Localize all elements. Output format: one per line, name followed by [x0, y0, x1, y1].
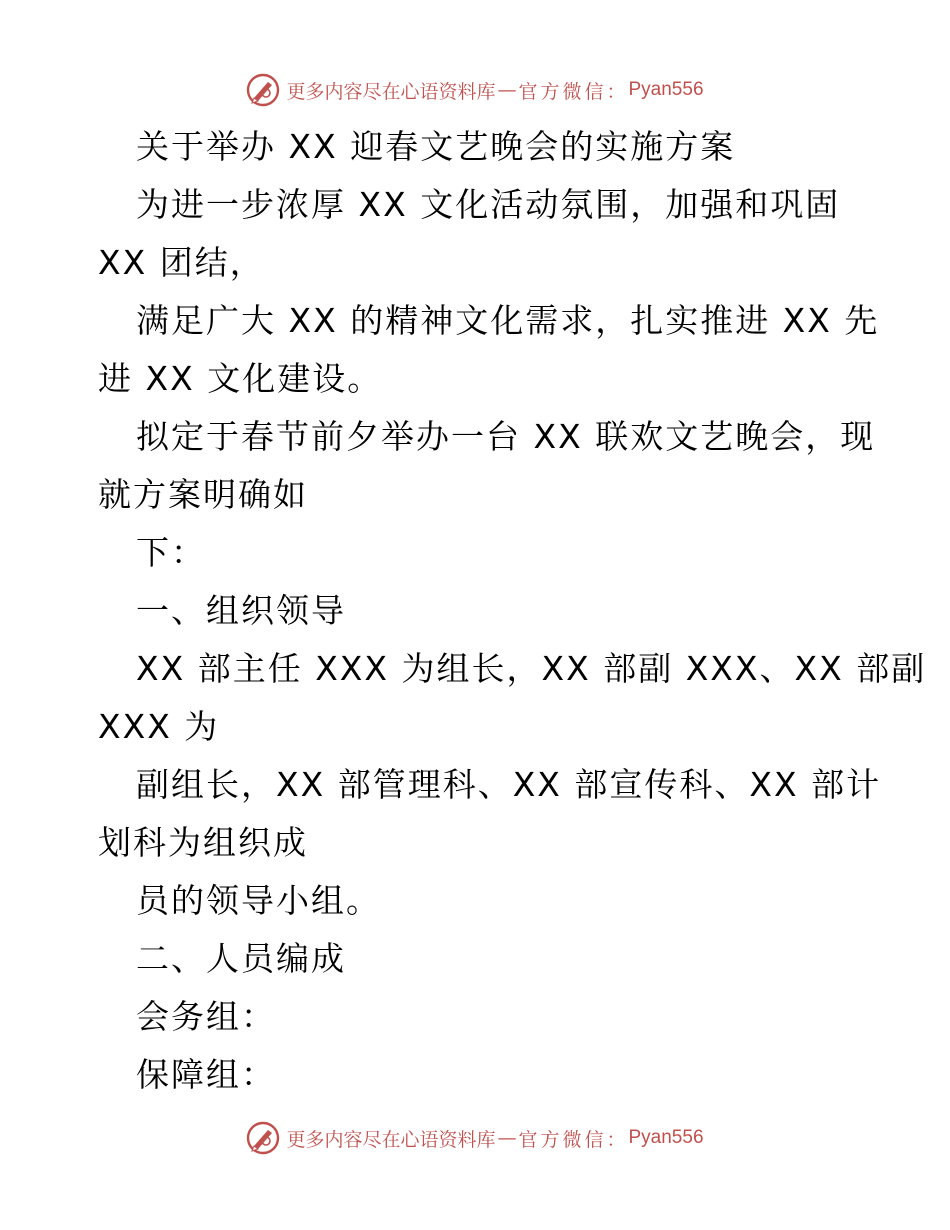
- watermark-separator: —: [497, 79, 517, 101]
- doc-line: 拟定于春节前夕举办一台 XX 联欢文艺晚会，现: [136, 417, 876, 456]
- doc-line: XXX 为: [98, 707, 220, 746]
- doc-title: 关于举办 XX 迎春文艺晚会的实施方案: [136, 127, 736, 166]
- watermark-id: Pyan556: [628, 79, 704, 100]
- pen-logo-icon: [246, 1121, 280, 1155]
- doc-line: 会务组：: [136, 997, 276, 1036]
- watermark-separator: —: [497, 1127, 517, 1149]
- doc-line: 下：: [136, 533, 206, 572]
- document-body: [98, 118, 927, 1104]
- doc-line: 保障组：: [136, 1055, 276, 1094]
- header-watermark: [0, 70, 950, 110]
- watermark-label: 官方微信：: [518, 1128, 629, 1151]
- footer-watermark: [0, 1118, 950, 1158]
- section-heading: 二、人员编成: [136, 939, 346, 978]
- doc-line: 划科为组织成: [98, 823, 308, 862]
- doc-line: 为进一步浓厚 XX 文化活动氛围，加强和巩固: [136, 185, 841, 224]
- doc-line: 满足广大 XX 的精神文化需求，扎实推进 XX 先: [136, 301, 880, 340]
- doc-line: 进 XX 文化建设。: [98, 359, 383, 398]
- watermark-text: 更多内容尽在心语资料库: [286, 80, 496, 103]
- section-heading: 一、组织领导: [136, 591, 346, 630]
- doc-line: 副组长，XX 部管理科、XX 部宣传科、XX 部计: [136, 765, 882, 804]
- doc-line: 员的领导小组。: [136, 881, 381, 920]
- doc-line: 就方案明确如: [98, 475, 308, 514]
- pen-logo-icon: [246, 73, 280, 107]
- doc-line: XX 团结，: [98, 243, 265, 282]
- watermark-label: 官方微信：: [518, 80, 629, 103]
- watermark-text: 更多内容尽在心语资料库: [286, 1128, 496, 1151]
- doc-line: XX 部主任 XXX 为组长，XX 部副 XXX、XX 部副: [136, 649, 927, 688]
- watermark-id: Pyan556: [628, 1127, 704, 1148]
